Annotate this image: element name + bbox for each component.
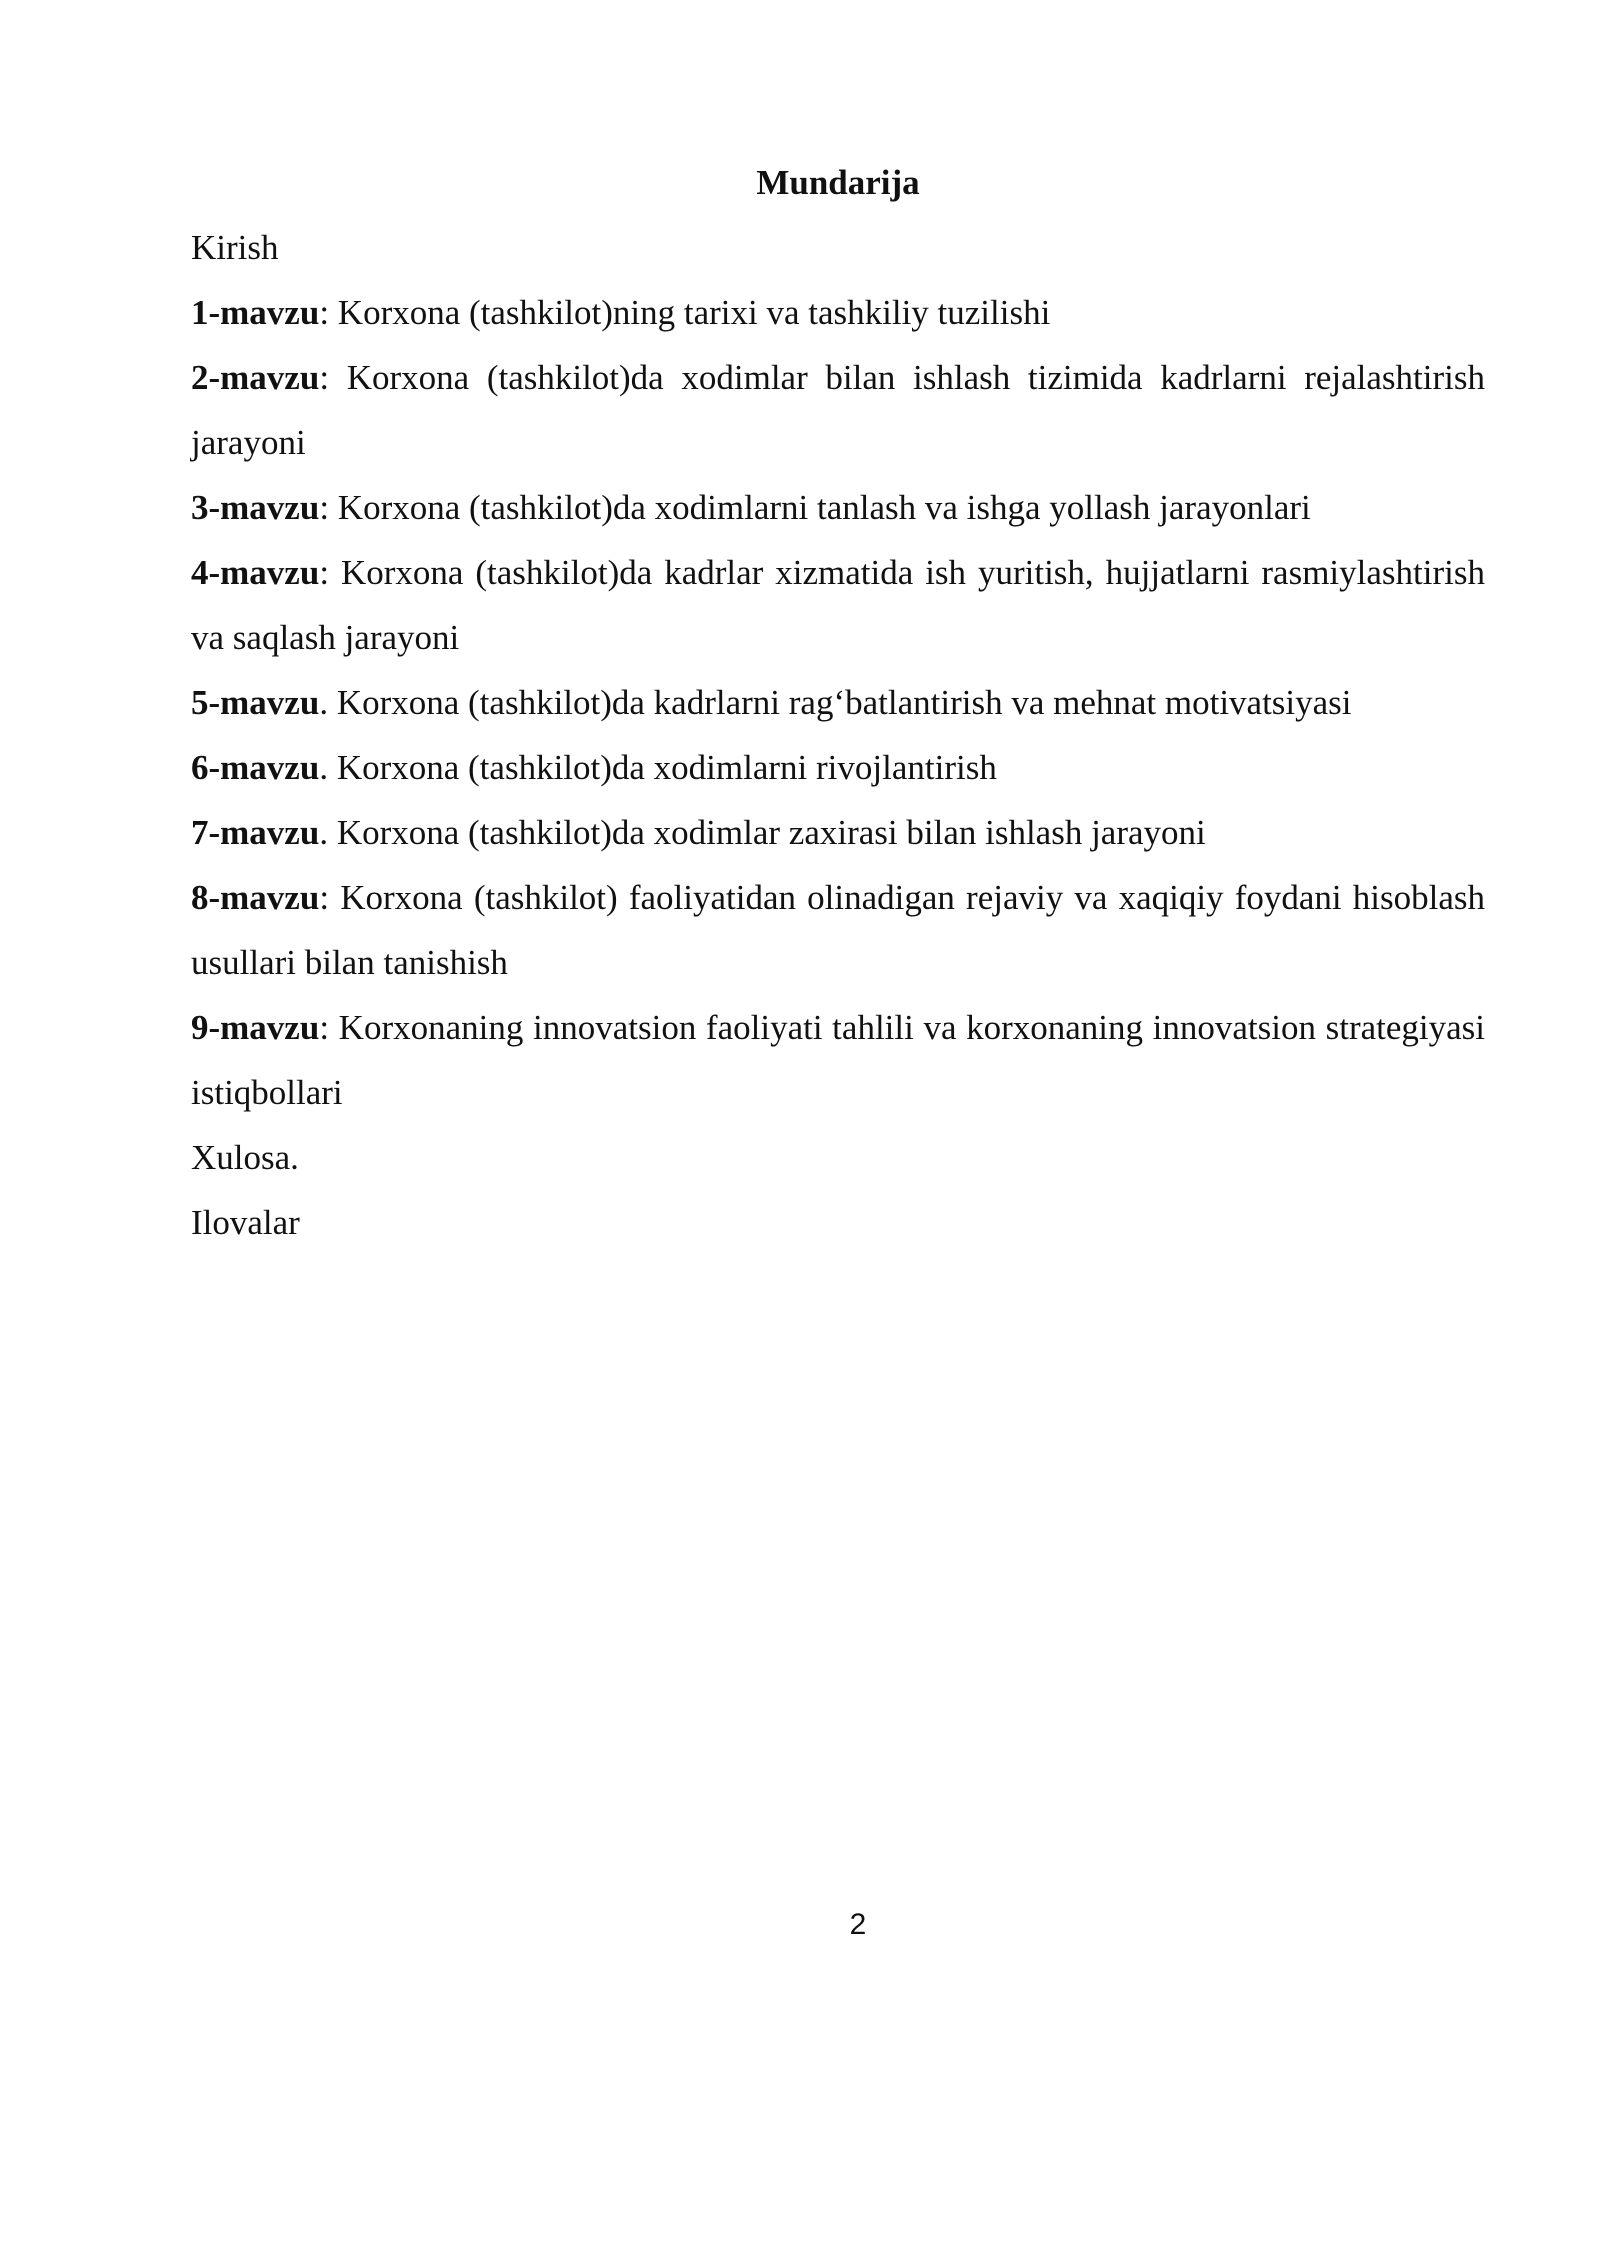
toc-item-number: 6-mavzu bbox=[191, 748, 320, 787]
toc-item-number: 5-mavzu bbox=[191, 683, 320, 722]
toc-item-text: Korxona (tashkilot) faoliyatidan olinadigan rejaviy va xaqiqiy foydani hisoblash usullari bilan tanishish bbox=[191, 878, 1485, 982]
toc-item-number: 7-mavzu bbox=[191, 813, 320, 852]
toc-item-number: 8-mavzu bbox=[191, 878, 320, 917]
toc-conclusion: Xulosa. bbox=[191, 1138, 299, 1177]
toc-item-text: Korxona (tashkilot)da xodimlarni tanlash va ishga yollash jarayonlari bbox=[337, 488, 1311, 527]
toc-item-separator: : bbox=[319, 293, 338, 332]
toc-item-separator: : bbox=[319, 1008, 339, 1047]
toc-item-text: Korxona (tashkilot)da xodimlar bilan ishlash tizimida kadrlarni rejalashtirish jarayoni bbox=[191, 358, 1485, 462]
toc-item-number: 9-mavzu bbox=[191, 1008, 320, 1047]
page-title: Mundarija bbox=[756, 163, 920, 202]
toc-item-separator: : bbox=[319, 488, 338, 527]
toc-item-text: Korxona (tashkilot)da xodimlar zaxirasi bilan ishlash jarayoni bbox=[336, 813, 1206, 852]
toc-appendix: Ilovalar bbox=[191, 1203, 300, 1242]
toc-item-separator: : bbox=[319, 553, 341, 592]
toc-item-number: 2-mavzu bbox=[191, 358, 320, 397]
toc-item-text: Korxonaning innovatsion faoliyati tahlili va korxonaning innovatsion strategiyasi istiqbollari bbox=[191, 1008, 1486, 1112]
toc-item-text: Korxona (tashkilot)ning tarixi va tashkiliy tuzilishi bbox=[337, 293, 1051, 332]
toc-item-separator: : bbox=[319, 878, 341, 917]
page-number: 2 bbox=[849, 1908, 867, 1941]
toc-item-number: 4-mavzu bbox=[191, 553, 320, 592]
toc-intro: Kirish bbox=[191, 228, 279, 267]
toc-item-number: 3-mavzu bbox=[191, 488, 320, 527]
toc-item-separator: . bbox=[319, 813, 337, 852]
toc-item-separator: : bbox=[319, 358, 347, 397]
toc-item-separator: . bbox=[319, 748, 337, 787]
toc-item-separator: . bbox=[319, 683, 337, 722]
toc-item-text: Korxona (tashkilot)da kadrlar xizmatida ish yuritish, hujjatlarni rasmiylashtirish va saqlash jarayoni bbox=[191, 553, 1485, 657]
toc-item-text: Korxona (tashkilot)da kadrlarni rag‘batlantirish va mehnat motivatsiyasi bbox=[336, 683, 1352, 722]
toc-item-text: Korxona (tashkilot)da xodimlarni rivojlantirish bbox=[336, 748, 997, 787]
toc-item-number: 1-mavzu bbox=[191, 293, 320, 332]
